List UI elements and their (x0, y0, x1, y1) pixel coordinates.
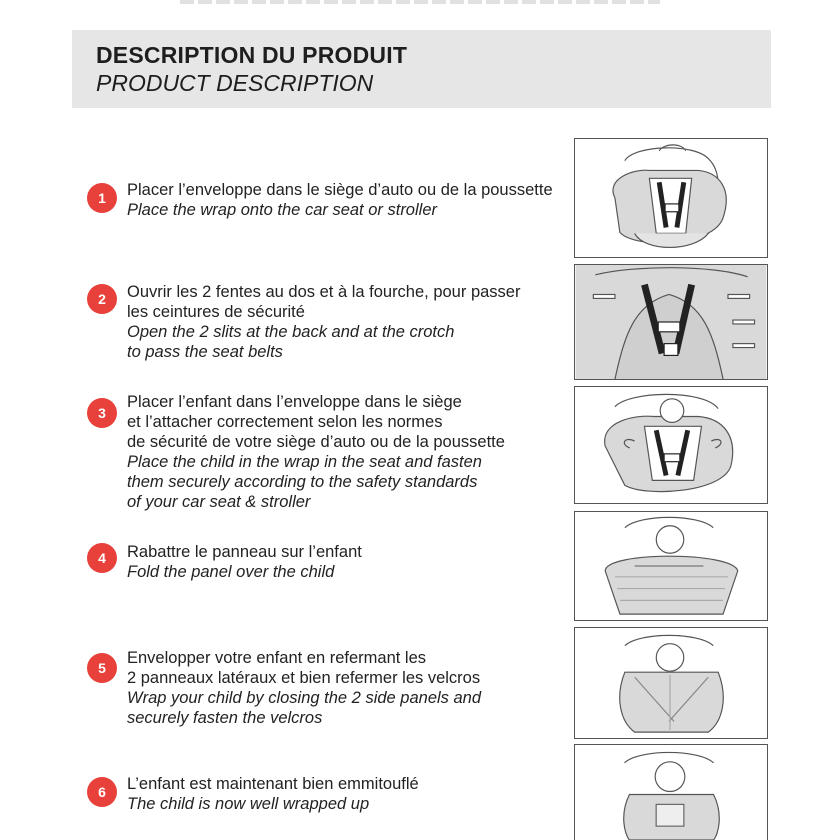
section-title-en: PRODUCT DESCRIPTION (96, 70, 374, 96)
step-text-fr: Placer l’enfant dans l’enveloppe dans le siège (127, 393, 462, 411)
step-text (127, 648, 567, 728)
cropped-heading-fragment (180, 0, 660, 4)
car-seat-wrap-placed-icon (574, 138, 768, 258)
step-number-badge: 3 (87, 398, 117, 428)
child-fastened-icon (574, 386, 768, 504)
step-text (127, 774, 567, 814)
panel-folded-icon (574, 511, 768, 621)
step-text-en: Place the wrap onto the car seat or stroller (127, 201, 437, 219)
step-text-en: Wrap your child by closing the 2 side panels and (127, 689, 482, 707)
step-number-badge: 4 (87, 543, 117, 573)
side-panels-closed-icon (574, 627, 768, 739)
step-number-badge: 2 (87, 284, 117, 314)
step-text-en: The child is now well wrapped up (127, 795, 370, 813)
step-text-fr: Placer l’enveloppe dans le siège d’auto ou de la poussette (127, 181, 553, 199)
step-text-fr: 2 panneaux latéraux et bien refermer les velcros (127, 669, 481, 687)
step-text (127, 282, 567, 362)
step-text-fr: les ceintures de sécurité (127, 303, 305, 321)
section-title-fr: DESCRIPTION DU PRODUIT (96, 42, 408, 68)
step-text-en: them securely according to the safety standards (127, 473, 478, 491)
step-number-badge: 6 (87, 777, 117, 807)
step-text-en: Fold the panel over the child (127, 563, 335, 581)
step-text-en: securely fasten the velcros (127, 709, 323, 727)
step-text (127, 180, 567, 220)
step-text-fr: Rabattre le panneau sur l’enfant (127, 543, 362, 561)
step-text-fr: Ouvrir les 2 fentes au dos et à la fourche, pour passer (127, 283, 521, 301)
step-number-badge: 1 (87, 183, 117, 213)
step-text (127, 392, 567, 512)
step-text-fr: de sécurité de votre siège d’auto ou de la poussette (127, 433, 505, 451)
step-text (127, 542, 567, 582)
step-text-en: to pass the seat belts (127, 343, 283, 361)
seat-belt-slits-icon (574, 264, 768, 380)
step-number-badge: 5 (87, 653, 117, 683)
step-text-en: Place the child in the wrap in the seat and fasten (127, 453, 482, 471)
step-text-fr: Envelopper votre enfant en refermant les (127, 649, 427, 667)
section-header (72, 30, 771, 108)
step-text-fr: et l’attacher correctement selon les normes (127, 413, 443, 431)
step-text-en: Open the 2 slits at the back and at the crotch (127, 323, 455, 341)
child-wrapped-icon (574, 744, 768, 840)
step-text-en: of your car seat & stroller (127, 493, 311, 511)
step-text-fr: L’enfant est maintenant bien emmitouflé (127, 775, 419, 793)
